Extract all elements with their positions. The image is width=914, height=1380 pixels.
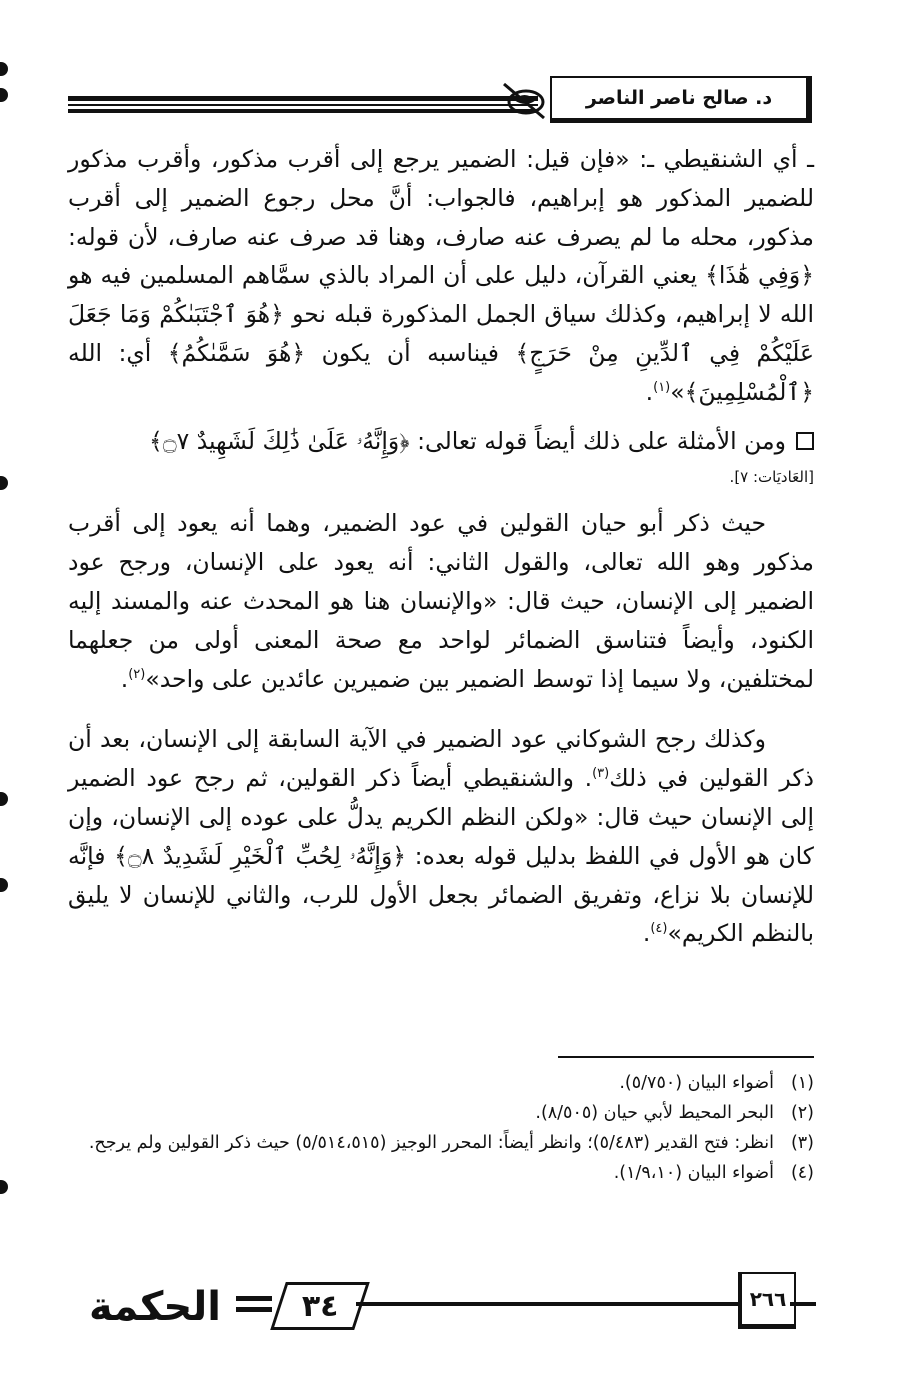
binding-hole bbox=[0, 62, 8, 76]
footnote-item: (٤) أضواء البيان (١/٩،١٠). bbox=[613, 1163, 814, 1183]
footnote-ref[interactable]: (٣) bbox=[592, 766, 610, 782]
paragraph: ـ أي الشنقيطي ـ: «فإن قيل: الضمير يرجع إلى أقرب مذكور، وأقرب مذكور للضمير المذكور هو إبراهيم، فالجواب: أنَّ محل رجوع الضمير إلى أقرب مذكور، محله ما لم يصرف عنه صارف، وهنا قد صرف عنه صارف، لأن قوله: ﴿وَفِي هَٰذَا﴾ يعني القرآن، دليل على أن المراد بالذي سمَّاهم المسلمين فيه هو الله لا إبراهيم، وكذلك سياق الجمل المذكورة قبله نحو ﴿هُوَ ٱجْتَبَىٰكُمْ وَمَا جَعَلَ عَلَيْكُمْ فِي ٱلدِّينِ مِنْ حَرَجٍ﴾ فيناسبه أن يكون ﴿هُوَ سَمَّىٰكُمُ﴾ أي: الله ﴿ٱلْمُسْلِمِينَ﴾»$^{(١)}$. bbox=[68, 145, 814, 406]
issue-number: ٣٤ bbox=[270, 1282, 370, 1330]
footnotes bbox=[68, 1068, 814, 1188]
example-intro: ومن الأمثلة على ذلك أيضاً قوله تعالى: ﴿وَإِنَّهُۥ عَلَىٰ ذَٰلِكَ لَشَهِيدٌ ۝٧﴾ bbox=[68, 422, 814, 461]
footer-rule bbox=[356, 1302, 738, 1306]
footnote-ref[interactable]: (٤) bbox=[650, 921, 668, 937]
page-number: ٢٦٦ bbox=[738, 1272, 796, 1329]
footnote-item: (٣) انظر: فتح القدير (٥/٤٨٣)؛ وانظر أيضاً: المحرر الوجيز (٥/٥١٤،٥١٥) حيث ذكر القولين ولم يرجح. bbox=[88, 1133, 814, 1153]
footnote-item: (٢) البحر المحيط لأبي حيان (٨/٥٠٥). bbox=[535, 1103, 814, 1123]
verse-source: [العَاديَات: ٧]. bbox=[729, 468, 814, 487]
quill-icon bbox=[500, 78, 548, 122]
footnote-ref[interactable]: (١) bbox=[653, 379, 671, 395]
binding-hole bbox=[0, 476, 8, 490]
paragraph: وكذلك رجح الشوكاني عود الضمير في الآية السابقة إلى الإنسان، بعد أن ذكر القولين في ذلك$^{(٣)}$. والشنقيطي أيضاً ذكر القولين، ثم رجح عود الضمير إلى الإنسان حيث قال: «ولكن النظم الكريم يدلُّ على عوده إلى الإنسان، وإن كان هو الأول في اللفظ بدليل قوله بعده: ﴿وَإِنَّهُۥ لِحُبِّ ٱلْخَيْرِ لَشَدِيدٌ ۝٨﴾ فإنَّه للإنسان بلا نزاع، وتفريق الضمائر بجعل الأول للرب، والثاني للإنسان لا يليق بالنظم الكريم»$^{(٤)}$. bbox=[68, 725, 815, 948]
binding-hole bbox=[0, 1180, 8, 1194]
footnote-item: (١) أضواء البيان (٥/٧٥٠). bbox=[619, 1073, 814, 1093]
author-name: د. صالح ناصر الناصر bbox=[550, 76, 812, 123]
header-rule bbox=[68, 96, 538, 114]
binding-hole bbox=[0, 792, 8, 806]
binding-hole bbox=[0, 878, 8, 892]
paragraph: حيث ذكر أبو حيان القولين في عود الضمير، وهما أنه يعود إلى أقرب مذكور وهو الله تعالى، والقول الثاني: أنه يعود على الإنسان، ورجح عود الضمير إلى الإنسان، حيث قال: «والإنسان هنا هو المحدث عنه والمسند إليه الكنود، وأيضاً فتناسق الضمائر لواحد مع صحة المعنى أولى من جعلهما لمختلفين، ولا سيما إذا توسط الضمير بين ضميرين عائدين على واحد»$^{(٢)}$. bbox=[68, 509, 814, 693]
footer-ornament bbox=[236, 1296, 272, 1318]
article-body bbox=[68, 140, 814, 975]
footnote-ref[interactable]: (٢) bbox=[128, 666, 146, 682]
binding-hole bbox=[0, 88, 8, 102]
journal-logo: الحكمة bbox=[89, 1284, 221, 1330]
footer-rule bbox=[790, 1302, 816, 1306]
footnote-separator bbox=[558, 1056, 814, 1058]
checkbox-bullet-icon bbox=[796, 432, 814, 450]
